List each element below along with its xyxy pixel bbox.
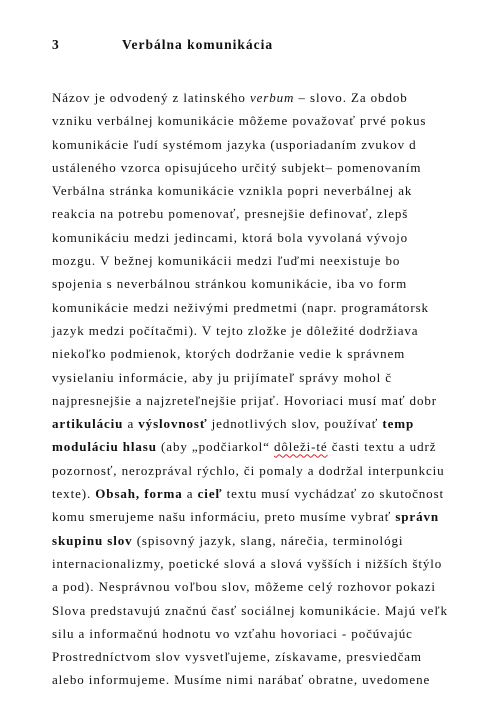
text-line [52, 435, 490, 458]
text-line [52, 109, 490, 132]
section-heading [52, 37, 273, 53]
text-segment: Verbálna stránka komunikácie vznikla popri neverbálnej ak [52, 183, 413, 199]
text-segment: temp [382, 416, 415, 432]
page-cutoff [0, 694, 490, 704]
text-line [52, 622, 490, 645]
section-number: 3 [52, 37, 60, 52]
text-line [52, 645, 490, 668]
text-segment: vysielaniu informácie, aby ju prijímateľ správy mohol č [52, 369, 392, 385]
text-segment: reakcia na potrebu pomenovať, presnejšie definovať, zlepš [52, 206, 409, 222]
text-line [52, 156, 490, 179]
text-line [52, 552, 490, 575]
text-segment: verbum [249, 90, 295, 105]
text-segment: silu a informačnú hodnotu vo vzťahu hovoriaci - počúvajúc [52, 625, 413, 641]
text-segment: jednotlivých slov, používať [207, 416, 383, 432]
text-line [52, 226, 490, 249]
text-segment: internacionalizmy, poetické slová a slová vyšších i nižších štýlo [52, 555, 443, 571]
text-segment: komunikácie medzi neživými predmetmi (napr. programátorsk [52, 299, 429, 315]
body-paragraph [52, 86, 490, 704]
text-line [52, 319, 490, 342]
text-line [52, 575, 490, 598]
text-line [52, 668, 490, 691]
text-line [52, 505, 490, 528]
text-segment: texte). [52, 486, 96, 502]
text-segment: moduláciu hlasu [52, 439, 157, 455]
text-segment: artikuláciu [52, 416, 124, 432]
text-segment: Prostredníctvom slov vysvetľujeme, získavame, presviedčam [52, 649, 422, 665]
text-segment: komunikáciu medzi jedincami, ktorá bola vyvolaná vývojo [52, 229, 409, 245]
text-line [52, 459, 490, 482]
text-segment: správn [395, 509, 440, 525]
section-title: Verbálna komunikácia [122, 37, 274, 52]
text-segment: alebo informujeme. Musíme nimi narábať obratne, uvedomene [52, 672, 431, 688]
text-line [52, 482, 490, 505]
text-segment: Obsah, forma [95, 486, 183, 502]
text-segment: jazyk medzi počítačmi). V tejto zložke je dôležité dodržiava [52, 322, 419, 338]
text-segment: ustáleného vzorca opisujúceho určitý subjekt– pomenovaním [52, 159, 422, 175]
text-segment: skupinu slov [52, 532, 133, 548]
text-line [52, 179, 490, 202]
text-segment: najpresnejšie a najzreteľnejšie prijať. Hovoriaci musí mať dobr [52, 392, 437, 408]
text-line [52, 599, 490, 622]
text-line [52, 202, 490, 225]
text-segment: výslovnosť [138, 416, 208, 432]
text-segment: textu musí vychádzať zo skutočnost [222, 486, 445, 502]
text-line [52, 272, 490, 295]
text-segment: niekoľko podmienok, ktorých dodržanie vedie k správnem [52, 346, 406, 362]
text-line [52, 389, 490, 412]
text-segment: (aby „podčiarkol“ [156, 439, 274, 455]
text-segment: a pod). Nesprávnou voľbou slov, môžeme celý rozhovor pokazi [52, 579, 436, 595]
text-segment: Názov je odvodený z latinského [52, 90, 250, 105]
text-line [52, 249, 490, 272]
text-segment: Slova predstavujú značnú časť sociálnej komunikácie. Majú veľk [52, 602, 448, 618]
text-segment: mozgu. V bežnej komunikácii medzi ľuďmi neexistuje bo [52, 253, 401, 269]
text-segment: časti textu a udrž [327, 439, 437, 455]
text-line [52, 133, 490, 156]
text-line [52, 366, 490, 389]
text-segment: spojenia s neverbálnou stránkou komunikácie, iba vo form [52, 276, 408, 292]
text-segment: komunikácie ľudí systémom jazyka (usporiadaním zvukov d [52, 136, 417, 152]
text-segment: komu smerujeme našu informáciu, preto musíme vybrať [52, 509, 396, 525]
text-segment: (spisovný jazyk, slang, nárečia, terminológi [132, 532, 404, 548]
text-line [52, 86, 490, 109]
text-segment: vzniku verbálnej komunikácie môžeme považovať prvé pokus [52, 113, 427, 129]
text-line [52, 296, 490, 319]
text-line [52, 529, 490, 552]
text-segment: – slovo. Za obdob [294, 90, 408, 105]
spellcheck-flagged-word: dôleži-té [274, 439, 328, 455]
text-segment: cieľ [197, 486, 223, 502]
text-line [52, 342, 490, 365]
text-segment: pozornosť, nerozprával rýchlo, či pomaly a dodržal interpunkciu [52, 462, 445, 478]
text-segment: a [123, 416, 139, 432]
text-segment: a [182, 486, 198, 502]
text-line [52, 412, 490, 435]
